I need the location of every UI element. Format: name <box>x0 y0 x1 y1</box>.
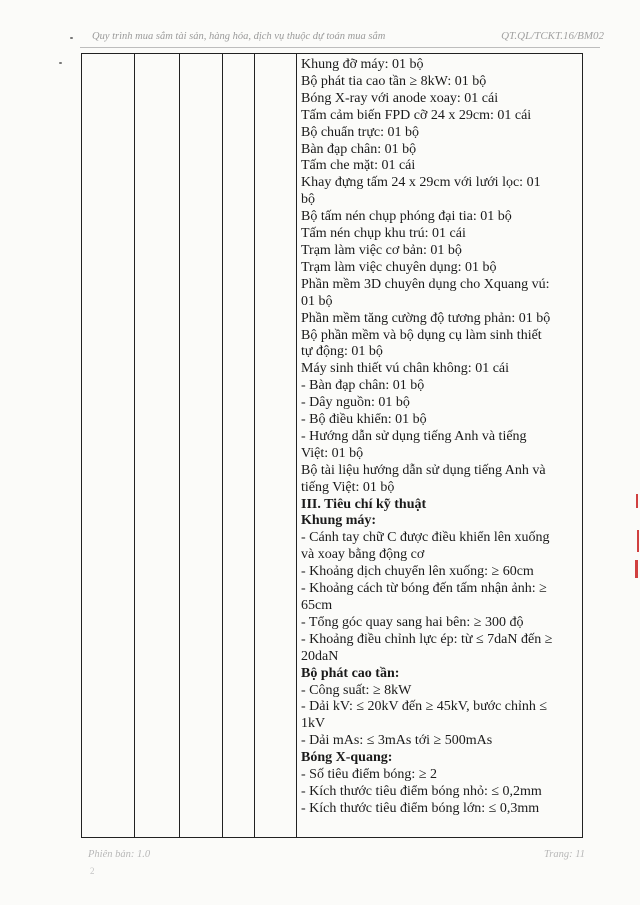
spec-line: Bàn đạp chân: 01 bộ <box>301 141 417 157</box>
spec-section-heading: Khung máy: <box>301 513 377 529</box>
table-column-divider <box>296 53 297 838</box>
spec-line: - Dải mAs: ≤ 3mAs tới ≥ 500mAs <box>301 733 493 749</box>
spec-line: 20daN <box>301 648 339 664</box>
stamp-fragment <box>637 530 639 552</box>
table-column-divider <box>179 53 180 838</box>
spec-line: Việt: 01 bộ <box>301 445 364 461</box>
spec-cell-content <box>301 57 577 818</box>
spec-line: - Số tiêu điểm bóng: ≥ 2 <box>301 767 438 783</box>
spec-line: Bộ phát tia cao tần ≥ 8kW: 01 bộ <box>301 73 487 89</box>
spec-line: 1kV <box>301 716 326 732</box>
scan-speck <box>59 62 62 64</box>
spec-line: - Dải kV: ≤ 20kV đến ≥ 45kV, bước chỉnh ≤ <box>301 699 548 715</box>
spec-line: Tấm che mặt: 01 cái <box>301 158 416 174</box>
spec-line: Bộ tấm nén chụp phóng đại tia: 01 bộ <box>301 209 512 225</box>
spec-line: Phần mềm tăng cường độ tương phản: 01 bộ <box>301 310 551 326</box>
spec-line: và xoay bằng động cơ <box>301 547 425 563</box>
spec-line: - Bàn đạp chân: 01 bộ <box>301 378 425 394</box>
spec-line: Khay đựng tấm 24 x 29cm với lưới lọc: 01 <box>301 175 541 191</box>
spec-line: Bộ chuẩn trực: 01 bộ <box>301 124 420 140</box>
spec-line: Bóng X-ray với anode xoay: 01 cái <box>301 90 499 106</box>
spec-line: - Khoảng cách từ bóng đến tấm nhận ảnh: ≥ <box>301 581 547 597</box>
spec-line: Tấm nén chụp khu trú: 01 cái <box>301 226 466 242</box>
document-code: QT.QL/TCKT.16/BM02 <box>501 30 604 42</box>
spec-line: bộ <box>301 192 315 208</box>
spec-line: - Khoảng dịch chuyển lên xuống: ≥ 60cm <box>301 564 534 580</box>
spec-line: - Tổng góc quay sang hai bên: ≥ 300 độ <box>301 614 524 630</box>
header-divider <box>80 47 600 48</box>
footer-mark: 2 <box>90 866 95 876</box>
scan-speck <box>70 37 73 39</box>
spec-line: - Cánh tay chữ C được điều khiển lên xuống <box>301 530 550 546</box>
spec-line: - Công suất: ≥ 8kW <box>301 682 412 698</box>
spec-section-heading: Bộ phát cao tần: <box>301 665 400 681</box>
table-column-divider <box>134 53 135 838</box>
spec-line: 65cm <box>301 598 333 613</box>
spec-line: Bộ phần mềm và bộ dụng cụ làm sinh thiết <box>301 327 542 343</box>
stamp-fragment <box>636 494 638 508</box>
spec-line: Tấm cảm biến FPD cỡ 24 x 29cm: 01 cái <box>301 107 532 123</box>
spec-section-heading: Bóng X-quang: <box>301 750 393 766</box>
spec-line: Khung đỡ máy: 01 bộ <box>301 57 424 72</box>
footer-version: Phiên bản: 1.0 <box>88 849 151 860</box>
spec-line: - Kích thước tiêu điểm bóng nhỏ: ≤ 0,2mm <box>301 783 542 799</box>
spec-line: Bộ tài liệu hướng dẫn sử dụng tiếng Anh và <box>301 462 546 478</box>
spec-line: tự động: 01 bộ <box>301 344 383 360</box>
spec-line: - Bộ điều khiển: 01 bộ <box>301 412 427 428</box>
table-column-divider <box>254 53 255 838</box>
spec-line: Máy sinh thiết vú chân không: 01 cái <box>301 361 510 377</box>
document-header-title: Quy trình mua sắm tài sản, hàng hóa, dịch vụ thuộc dự toán mua sắm <box>92 31 386 42</box>
spec-line: Trạm làm việc chuyên dụng: 01 bộ <box>301 259 497 275</box>
footer-page-number: Trang: 11 <box>544 849 585 860</box>
spec-line: - Hướng dẫn sử dụng tiếng Anh và tiếng <box>301 428 527 444</box>
spec-line: Trạm làm việc cơ bản: 01 bộ <box>301 242 462 258</box>
spec-line: - Dây nguồn: 01 bộ <box>301 395 410 411</box>
spec-line: - Khoảng điều chỉnh lực ép: từ ≤ 7daN đến ≥ <box>301 631 553 647</box>
spec-section-heading: III. Tiêu chí kỹ thuật <box>301 496 427 512</box>
spec-line: tiếng Việt: 01 bộ <box>301 479 395 495</box>
spec-line: 01 bộ <box>301 293 333 309</box>
stamp-fragment <box>635 560 638 578</box>
table-column-divider <box>222 53 223 838</box>
spec-line: - Kích thước tiêu điểm bóng lớn: ≤ 0,3mm <box>301 800 540 816</box>
spec-line: Phần mềm 3D chuyên dụng cho Xquang vú: <box>301 276 550 292</box>
